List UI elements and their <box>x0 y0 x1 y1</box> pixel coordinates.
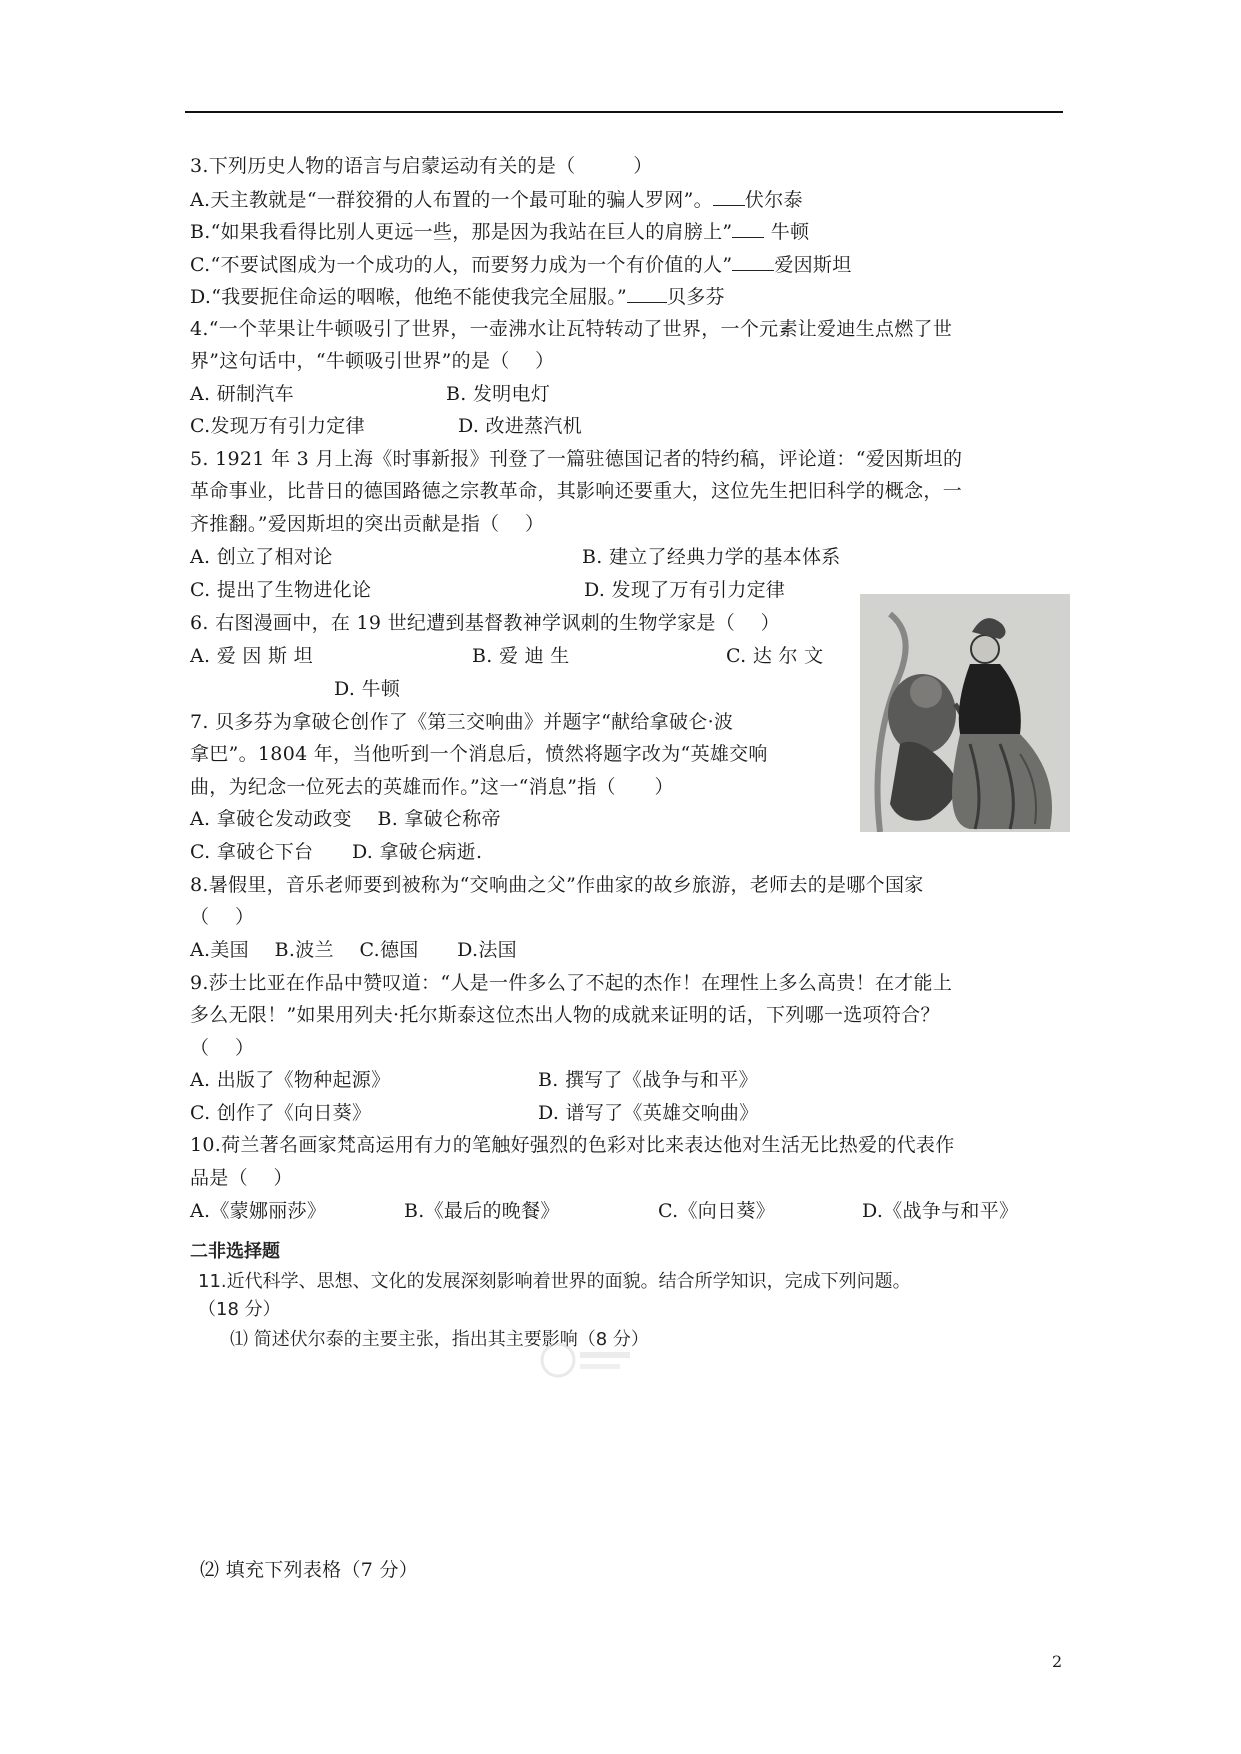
q11-score: （18 分） <box>198 1299 281 1320</box>
q5-stem-line3: 齐推翻。”爱因斯坦的突出贡献是指（ ） <box>190 513 545 535</box>
q6-option-d: D. 牛顿 <box>334 678 401 700</box>
q4-option-c: C.发现万有引力定律 <box>190 415 365 437</box>
q3-stem: 3.下列历史人物的语言与启蒙运动有关的是（ ） <box>190 155 653 177</box>
q10-stem-line2: 品是（ ） <box>190 1167 293 1189</box>
q9-option-d: D. 谱写了《英雄交响曲》 <box>538 1102 759 1124</box>
q4-option-a: A. 研制汽车 <box>190 383 294 405</box>
q4-stem-line1: 4.“一个苹果让牛顿吸引了世界，一壶沸水让瓦特转动了世界，一个元素让爱迪生点燃了世 <box>190 318 953 340</box>
q5-option-a: A. 创立了相对论 <box>190 546 333 568</box>
q10-option-d: D.《战争与和平》 <box>862 1200 1019 1222</box>
q8-stem-line2: （ ） <box>190 906 255 928</box>
q11-part2: ⑵ 填充下列表格（7 分） <box>200 1559 419 1581</box>
q4-option-b: B. 发明电灯 <box>446 383 551 405</box>
q5-option-b: B. 建立了经典力学的基本体系 <box>582 546 841 568</box>
q11-part1: ⑴ 简述伏尔泰的主要主张，指出其主要影响（8 分） <box>230 1329 649 1350</box>
q10-option-b: B.《最后的晚餐》 <box>404 1200 560 1222</box>
page-number: 2 <box>1052 1652 1063 1671</box>
q5-stem-line1: 5. 1921 年 3 月上海《时事新报》刊登了一篇驻德国记者的特约稿，评论道：“爱因斯坦的 <box>190 448 963 470</box>
q10-option-a: A.《蒙娜丽莎》 <box>190 1200 327 1222</box>
cartoon-illustration <box>860 594 1070 832</box>
q7-stem-line2: 拿巴”。1804 年，当他听到一个消息后，愤然将题字改为“英雄交响 <box>190 743 768 765</box>
q7-stem-line1: 7. 贝多芬为拿破仑创作了《第三交响曲》并题字“献给拿破仑·波 <box>190 711 734 733</box>
darwin-cartoon-image <box>860 594 1070 832</box>
q7-options-cd: C. 拿破仑下台 D. 拿破仑病逝. <box>190 841 483 863</box>
q3-option-b: B.“如果我看得比别人更远一些，那是因为我站在巨人的肩膀上” 牛顿 <box>190 221 810 243</box>
q8-stem-line1: 8.暑假里，音乐老师要到被称为“交响曲之父”作曲家的故乡旅游，老师去的是哪个国家 <box>190 874 924 896</box>
q7-stem-line3: 曲，为纪念一位死去的英雄而作。”这一“消息”指（ ） <box>190 776 674 798</box>
q5-option-c: C. 提出了生物进化论 <box>190 579 372 601</box>
q11-stem: 11.近代科学、思想、文化的发展深刻影响着世界的面貌。结合所学知识，完成下列问题。 <box>198 1271 911 1292</box>
header-rule <box>185 111 1063 113</box>
q3-option-c: C.“不要试图成为一个成功的人，而要努力成为一个有价值的人” 爱因斯坦 <box>190 254 852 276</box>
q6-option-b: B. 爱 迪 生 <box>472 645 570 667</box>
q9-option-c: C. 创作了《向日葵》 <box>190 1102 372 1124</box>
q6-option-a: A. 爱 因 斯 坦 <box>190 645 313 667</box>
section-title: 二非选择题 <box>190 1241 280 1262</box>
q5-stem-line2: 革命事业，比昔日的德国路德之宗教革命，其影响还要重大，这位先生把旧科学的概念，一 <box>190 480 963 502</box>
q9-stem-line3: （ ） <box>190 1037 255 1059</box>
q3-option-a: A.天主教就是“一群狡猾的人布置的一个最可耻的骗人罗网”。 伏尔泰 <box>190 189 803 211</box>
q10-stem-line1: 10.荷兰著名画家梵高运用有力的笔触好强烈的色彩对比来表达他对生活无比热爱的代表作 <box>190 1134 955 1156</box>
q4-stem-line2: 界”这句话中，“牛顿吸引世界”的是（ ） <box>190 350 555 372</box>
watermark-logo <box>530 1330 640 1390</box>
q5-option-d: D. 发现了万有引力定律 <box>584 579 786 601</box>
q9-option-a: A. 出版了《物种起源》 <box>190 1069 391 1091</box>
q4-option-d: D. 改进蒸汽机 <box>458 415 583 437</box>
q6-stem: 6. 右图漫画中，在 19 世纪遭到基督教神学讽刺的生物学家是（ ） <box>190 612 780 634</box>
q8-options: A.美国 B.波兰 C.德国 D.法国 <box>190 939 517 961</box>
q9-stem-line1: 9.莎士比亚在作品中赞叹道：“人是一件多么了不起的杰作！在理性上多么高贵！在才能上 <box>190 972 953 994</box>
q10-option-c: C.《向日葵》 <box>658 1200 776 1222</box>
q9-stem-line2: 多么无限！”如果用列夫·托尔斯泰这位杰出人物的成就来证明的话，下列哪一选项符合？ <box>190 1004 940 1026</box>
q9-option-b: B. 撰写了《战争与和平》 <box>538 1069 758 1091</box>
q3-option-d: D.“我要扼住命运的咽喉，他绝不能使我完全屈服。” 贝多芬 <box>190 286 725 308</box>
q6-option-c: C. 达 尔 文 <box>726 645 824 667</box>
q7-options-ab: A. 拿破仑发动政变 B. 拿破仑称帝 <box>190 808 501 830</box>
